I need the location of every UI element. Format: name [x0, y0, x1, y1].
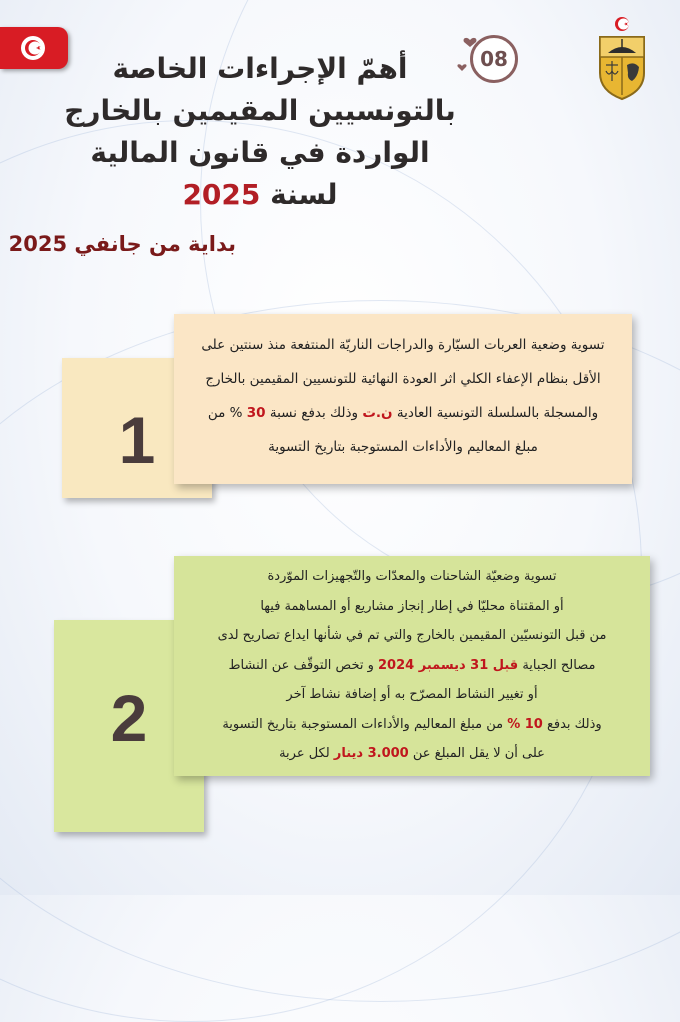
item-text: [174, 328, 632, 464]
title-line: أهمّ الإجراءات الخاصة: [112, 52, 408, 85]
item-number-badge: 08: [470, 35, 518, 83]
page-title: [40, 48, 480, 216]
item-line: مبلغ المعاليم والأداءات المستوجبة بتاريخ التسوية: [268, 439, 538, 455]
item-line: أو المقتناة محليّا في إطار إنجاز مشاريع أو المساهمة فيها: [260, 598, 564, 614]
item-line: تسوية وضعيّة الشاحنات والمعدّات والتّجهيزات الموّردة: [267, 569, 557, 584]
title-line-prefix: لسنة: [260, 178, 338, 211]
item-line: وذلك بدفع 10 % من مبلغ المعاليم والأداءات المستوجبة بتاريخ التسوية: [222, 716, 602, 732]
title-line: الواردة في قانون المالية: [90, 136, 430, 169]
subtitle: بداية من جانفي 2025: [8, 232, 236, 256]
item-card: [174, 556, 650, 776]
title-year: 2025: [182, 178, 261, 211]
item-card: [174, 314, 632, 484]
title-line: بالتونسيين المقيمين بالخارج: [64, 94, 456, 127]
item-line: من قبل التونسيّين المقيمين بالخارج والتي تم في شأنها ايداع تصاريح لدى: [217, 628, 607, 643]
item-line: والمسجلة بالسلسلة التونسية العادية ن.ت وذلك بدفع نسبة 30 % من: [207, 405, 599, 421]
item-line: مصالح الجباية قبل 31 ديسمبر 2024 و تخص التوقّف عن النشاط: [228, 657, 596, 673]
tunisia-coat-of-arms-icon: [594, 15, 650, 101]
item-line: على أن لا يقل المبلغ عن 3.000 دينار لكل عربة: [279, 746, 545, 761]
title-line: [40, 174, 480, 216]
item-number: 2: [110, 681, 148, 755]
item-number: 1: [118, 403, 156, 477]
item-line: أو تغيير النشاط المصرّح به أو إضافة نشاط آخر: [286, 687, 538, 702]
item-line: تسوية وضعية العربات السيّارة والدراجات الناريّة المنتفعة منذ سنتين على: [201, 337, 605, 353]
item-line: الأقل بنظام الإعفاء الكلي اثر العودة النهائية للتونسيين المقيمين بالخارج: [205, 371, 601, 387]
item-text: [174, 562, 650, 769]
